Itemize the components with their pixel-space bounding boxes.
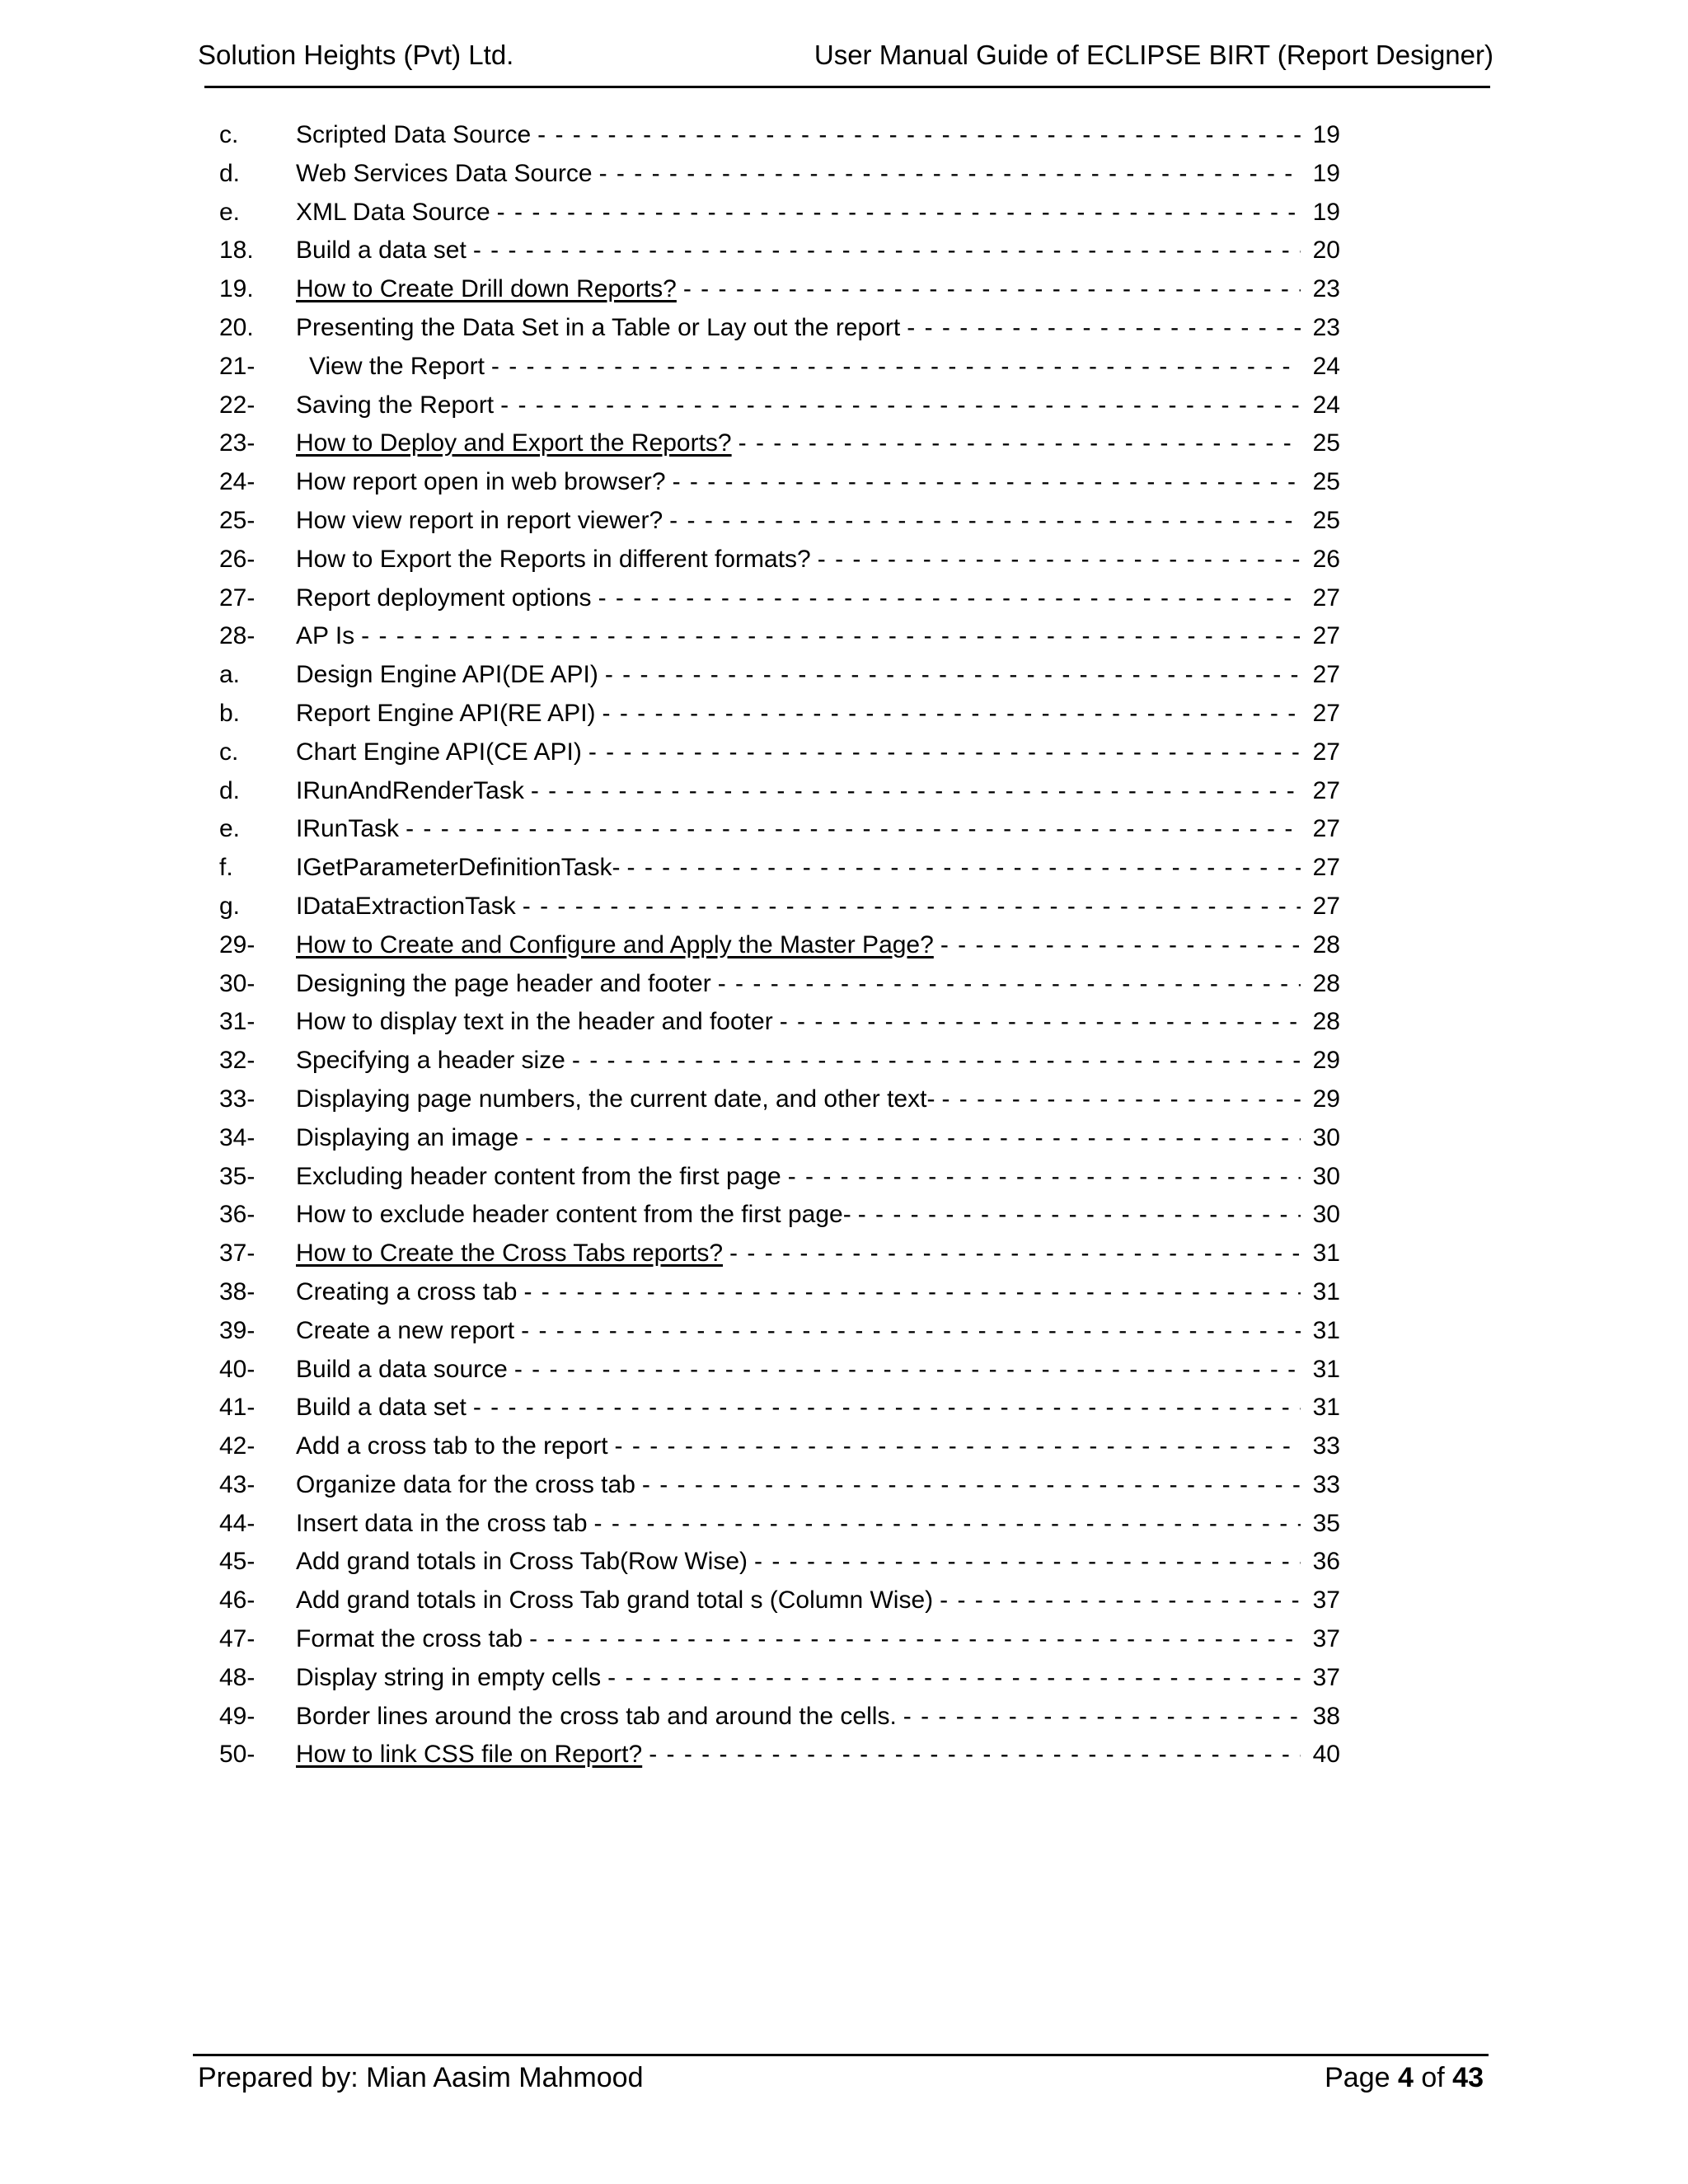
toc-leader-dashes <box>531 772 1301 810</box>
toc-entry <box>219 1351 1340 1390</box>
toc-entry-title: IDataExtractionTask <box>296 892 516 920</box>
toc-entry <box>219 1427 1340 1466</box>
toc-entry-number: 33- <box>219 1085 256 1113</box>
toc-leader-dashes <box>605 656 1301 694</box>
toc-entry-page: 27 <box>1312 661 1340 689</box>
page-current: 4 <box>1397 2062 1414 2093</box>
toc-entry <box>219 463 1340 502</box>
toc-entry-line <box>296 1698 1340 1736</box>
toc-entry-line <box>296 232 1340 269</box>
toc-entry-title: Presenting the Data Set in a Table or Lay out the report <box>296 313 901 341</box>
toc-entry-page: 31 <box>1312 1355 1340 1383</box>
toc-entry-number: 41- <box>219 1394 256 1422</box>
toc-entry-number: 44- <box>219 1509 256 1537</box>
toc-entry-line <box>296 194 1340 232</box>
toc-leader-dashes <box>525 1119 1301 1157</box>
toc-entry-title: Organize data for the cross tab <box>296 1470 635 1498</box>
toc-entry-page: 29 <box>1312 1085 1340 1113</box>
toc-entry-number: 22- <box>219 391 256 419</box>
toc-entry-line <box>296 155 1340 193</box>
toc-entry-page: 23 <box>1312 275 1340 303</box>
page-label: Page <box>1325 2062 1390 2093</box>
toc-entry[interactable] <box>219 1736 1340 1774</box>
toc-entry <box>219 1389 1340 1427</box>
toc-entry-line <box>296 1042 1340 1080</box>
toc-entry-line <box>296 270 1340 308</box>
toc-entry-number: 40- <box>219 1355 256 1383</box>
toc-leader-dashes <box>500 387 1301 424</box>
toc-entry[interactable] <box>219 1235 1340 1273</box>
toc-entry-line <box>296 695 1340 733</box>
toc-entry-line <box>296 463 1340 501</box>
toc-entry-title: Border lines around the cross tab and around the cells. <box>296 1702 897 1730</box>
toc-entry-line <box>296 965 1340 1003</box>
toc-entry <box>219 1003 1340 1042</box>
toc-entry-number: 19. <box>219 275 254 303</box>
toc-entry-page: 35 <box>1312 1509 1340 1537</box>
toc-entry-line <box>296 541 1340 579</box>
toc-entry-page: 37 <box>1312 1625 1340 1653</box>
toc-entry-number: a. <box>219 661 241 689</box>
toc-entry-number: 23- <box>219 429 256 457</box>
toc-entry <box>219 116 1340 155</box>
toc-entry-number: 21- <box>219 352 256 380</box>
toc-entry-number: 49- <box>219 1702 256 1730</box>
toc-entry-title: Excluding header content from the first page <box>296 1162 781 1190</box>
toc-leader-dashes <box>537 116 1301 154</box>
toc-leader-dashes <box>718 965 1301 1003</box>
toc-entry <box>219 965 1340 1004</box>
toc-entry-line <box>296 1003 1340 1041</box>
toc-entry[interactable] <box>219 926 1340 965</box>
toc-entry-page: 29 <box>1312 1047 1340 1075</box>
toc-entry-page: 28 <box>1312 969 1340 997</box>
page-number <box>1325 2062 1484 2094</box>
toc-entry-title: Insert data in the cross tab <box>296 1509 588 1537</box>
toc-entry-page: 25 <box>1312 429 1340 457</box>
toc-leader-dashes <box>473 1389 1301 1427</box>
page-of: of <box>1421 2062 1445 2093</box>
toc-entry-title: How to display text in the header and footer <box>296 1008 773 1036</box>
toc-leader-dashes <box>940 1582 1301 1619</box>
toc-entry-title: Creating a cross tab <box>296 1277 518 1305</box>
toc-entry-page: 25 <box>1312 506 1340 534</box>
toc-entry <box>219 849 1340 888</box>
toc-entry-page: 30 <box>1312 1162 1340 1190</box>
toc-leader-dashes <box>607 1659 1301 1697</box>
toc-entry-line <box>296 1273 1340 1311</box>
toc-leader-dashes <box>818 541 1301 579</box>
toc-entry-number: 36- <box>219 1201 256 1229</box>
toc-entry-title: AP Is <box>296 622 355 650</box>
toc-entry-page: 19 <box>1312 121 1340 148</box>
toc-entry-title: View the Report <box>309 352 485 380</box>
toc-entry-line <box>296 424 1340 462</box>
toc-entry-title: Scripted Data Source <box>296 121 532 148</box>
toc-entry-line <box>296 810 1340 848</box>
toc-entry <box>219 1273 1340 1312</box>
toc-entry <box>219 1158 1340 1197</box>
toc-entry-title: IRunTask <box>296 815 400 843</box>
toc-entry-title: How to exclude header content from the first page- <box>296 1201 851 1229</box>
toc-leader-dashes <box>572 1042 1301 1080</box>
toc-leader-dashes <box>603 695 1301 733</box>
toc-leader-dashes <box>514 1351 1301 1389</box>
toc-leader-dashes <box>642 1466 1301 1504</box>
toc-entry-number: 28- <box>219 622 256 650</box>
toc-leader-dashes <box>406 810 1301 848</box>
toc-entry <box>219 194 1340 232</box>
toc-entry <box>219 810 1340 849</box>
toc-entry-number: c. <box>219 121 239 148</box>
toc-leader-dashes <box>599 155 1301 193</box>
toc-entry-page: 28 <box>1312 930 1340 958</box>
toc-entry-page: 38 <box>1312 1702 1340 1730</box>
toc-entry-number: 37- <box>219 1240 256 1268</box>
toc-entry-page: 19 <box>1312 159 1340 187</box>
toc-leader-dashes <box>907 309 1301 347</box>
toc-entry-number: 31- <box>219 1008 256 1036</box>
toc-entry-link[interactable]: How to Create the Cross Tabs reports? <box>296 1240 724 1268</box>
toc-entry <box>219 387 1340 425</box>
toc-entry-page: 37 <box>1312 1663 1340 1691</box>
toc-entry-page: 24 <box>1312 391 1340 419</box>
toc-entry <box>219 888 1340 926</box>
toc-entry-line <box>296 772 1340 810</box>
toc-entry-title: Build a data set <box>296 237 467 265</box>
toc-entry-page: 27 <box>1312 815 1340 843</box>
toc-entry-line <box>296 656 1340 694</box>
footer-divider <box>193 2054 1489 2056</box>
toc-entry <box>219 579 1340 618</box>
toc-entry-title: Add grand totals in Cross Tab grand total s (Column Wise) <box>296 1586 934 1615</box>
company-name: Solution Heights (Pvt) Ltd. <box>198 40 514 70</box>
toc-leader-dashes <box>780 1003 1301 1041</box>
toc-entry-page: 40 <box>1312 1741 1340 1769</box>
toc-entry-page: 31 <box>1312 1240 1340 1268</box>
toc-entry-number: 26- <box>219 545 256 573</box>
toc-entry-line <box>296 1235 1340 1272</box>
toc-entry-line <box>296 348 1340 386</box>
toc-entry-page: 33 <box>1312 1432 1340 1460</box>
toc-entry-number: 42- <box>219 1432 256 1460</box>
toc-entry <box>219 733 1340 772</box>
toc-entry-page: 27 <box>1312 854 1340 882</box>
toc-entry-line <box>296 1196 1340 1234</box>
toc-entry-number: d. <box>219 776 241 804</box>
toc-entry-title: Build a data set <box>296 1394 467 1422</box>
toc-entry-title: Chart Engine API(CE API) <box>296 738 582 766</box>
toc-entry-number: d. <box>219 159 241 187</box>
toc-leader-dashes <box>940 926 1301 964</box>
toc-entry-link[interactable]: How to Create Drill down Reports? <box>296 275 677 303</box>
toc-entry-title: Displaying an image <box>296 1123 519 1151</box>
toc-entry-number: 20. <box>219 313 254 341</box>
toc-leader-dashes <box>523 1273 1301 1311</box>
toc-entry-line <box>296 1466 1340 1504</box>
toc-entry-number: 30- <box>219 969 256 997</box>
toc-entry <box>219 1543 1340 1582</box>
toc-entry-page: 20 <box>1312 237 1340 265</box>
toc-entry-page: 23 <box>1312 313 1340 341</box>
toc-entry-number: 46- <box>219 1586 256 1615</box>
toc-entry <box>219 1080 1340 1119</box>
toc-entry-line <box>296 1659 1340 1697</box>
toc-leader-dashes <box>497 194 1301 232</box>
toc-leader-dashes <box>788 1158 1301 1196</box>
toc-entry-page: 28 <box>1312 1008 1340 1036</box>
toc-entry-number: 25- <box>219 506 256 534</box>
toc-leader-dashes <box>683 270 1301 308</box>
toc-entry-number: f. <box>219 854 233 882</box>
toc-entry-number: g. <box>219 892 241 920</box>
toc-entry-page: 27 <box>1312 622 1340 650</box>
toc-entry-page: 27 <box>1312 583 1340 612</box>
toc-entry-number: 43- <box>219 1470 256 1498</box>
toc-entry-number: 34- <box>219 1123 256 1151</box>
toc-entry-line <box>296 1080 1340 1118</box>
toc-entry-line <box>296 617 1340 655</box>
toc-entry-number: 47- <box>219 1625 256 1653</box>
toc-entry-line <box>296 1736 1340 1774</box>
toc-entry-page: 27 <box>1312 776 1340 804</box>
toc-entry-number: 39- <box>219 1316 256 1344</box>
toc-entry <box>219 541 1340 579</box>
toc-leader-dashes <box>738 424 1301 462</box>
toc-entry-title: Format the cross tab <box>296 1625 523 1653</box>
toc-entry-number: 29- <box>219 930 256 958</box>
toc-entry-link[interactable]: How to Create and Configure and Apply the Master Page? <box>296 930 934 958</box>
toc-entry <box>219 1698 1340 1736</box>
toc-entry-title: IGetParameterDefinitionTask- <box>296 854 621 882</box>
toc-entry-line <box>296 888 1340 926</box>
toc-leader-dashes <box>858 1196 1301 1234</box>
toc-entry-title: Create a new report <box>296 1316 515 1344</box>
toc-entry-page: 33 <box>1312 1470 1340 1498</box>
toc-entry-line <box>296 1543 1340 1581</box>
page-total: 43 <box>1452 2062 1484 2093</box>
toc-entry-title: How report open in web browser? <box>296 468 666 496</box>
header-divider <box>204 86 1490 88</box>
toc-entry-page: 31 <box>1312 1277 1340 1305</box>
toc-entry-number: 38- <box>219 1277 256 1305</box>
toc-entry-title: Specifying a header size <box>296 1047 565 1075</box>
toc-entry-title: How view report in report viewer? <box>296 506 663 534</box>
toc-entry-line <box>296 387 1340 424</box>
toc-entry <box>219 772 1340 811</box>
toc-entry-number: 45- <box>219 1548 256 1576</box>
toc-leader-dashes <box>598 579 1301 617</box>
toc-leader-dashes <box>521 1312 1301 1350</box>
table-of-contents <box>219 116 1340 1774</box>
toc-entry-page: 24 <box>1312 352 1340 380</box>
toc-entry <box>219 1196 1340 1235</box>
toc-entry-number: e. <box>219 198 241 226</box>
toc-entry <box>219 502 1340 541</box>
toc-entry-line <box>296 849 1340 887</box>
toc-entry <box>219 309 1340 348</box>
toc-entry-title: How to Export the Reports in different formats? <box>296 545 811 573</box>
toc-entry <box>219 1659 1340 1698</box>
toc-entry-page: 27 <box>1312 699 1340 727</box>
toc-entry-line <box>296 1158 1340 1196</box>
toc-entry-number: 27- <box>219 583 256 612</box>
toc-leader-dashes <box>594 1505 1301 1543</box>
toc-entry-title: Displaying page numbers, the current date, and other text- <box>296 1085 935 1113</box>
toc-entry-page: 31 <box>1312 1316 1340 1344</box>
toc-entry-line <box>296 1312 1340 1350</box>
toc-leader-dashes <box>523 888 1301 926</box>
toc-entry-page: 30 <box>1312 1123 1340 1151</box>
toc-entry <box>219 1582 1340 1620</box>
toc-entry-number: c. <box>219 738 239 766</box>
toc-entry <box>219 232 1340 270</box>
toc-entry-title: Report Engine API(RE API) <box>296 699 596 727</box>
page-header <box>198 40 1493 79</box>
prepared-by: Prepared by: Mian Aasim Mahmood <box>198 2062 644 2093</box>
toc-entry <box>219 1042 1340 1080</box>
toc-entry <box>219 656 1340 695</box>
toc-entry-line <box>296 502 1340 540</box>
toc-leader-dashes <box>903 1698 1301 1736</box>
toc-entry-title: XML Data Source <box>296 198 490 226</box>
toc-entry-page: 31 <box>1312 1394 1340 1422</box>
toc-entry-title: Design Engine API(DE API) <box>296 661 598 689</box>
toc-entry-line <box>296 579 1340 617</box>
toc-entry-title: Display string in empty cells <box>296 1663 602 1691</box>
toc-leader-dashes <box>729 1235 1301 1272</box>
toc-entry-number: 50- <box>219 1741 256 1769</box>
toc-entry-number: e. <box>219 815 241 843</box>
toc-entry-line <box>296 309 1340 347</box>
toc-leader-dashes <box>361 617 1301 655</box>
toc-entry-title: Web Services Data Source <box>296 159 593 187</box>
toc-leader-dashes <box>529 1620 1301 1658</box>
toc-leader-dashes <box>754 1543 1301 1581</box>
document-title: User Manual Guide of ECLIPSE BIRT (Report Designer) <box>814 40 1493 70</box>
toc-entry-title: Add a cross tab to the report <box>296 1432 608 1460</box>
toc-entry <box>219 1505 1340 1544</box>
toc-entry-title: Add grand totals in Cross Tab(Row Wise) <box>296 1548 748 1576</box>
toc-entry-link[interactable]: How to link CSS file on Report? <box>296 1741 643 1769</box>
toc-entry <box>219 695 1340 733</box>
toc-entry-line <box>296 926 1340 964</box>
toc-entry-line <box>296 1582 1340 1619</box>
toc-entry-page: 27 <box>1312 738 1340 766</box>
toc-entry-number: 48- <box>219 1663 256 1691</box>
toc-entry <box>219 1119 1340 1158</box>
toc-entry-page: 27 <box>1312 892 1340 920</box>
toc-leader-dashes <box>615 1427 1301 1465</box>
toc-entry <box>219 155 1340 194</box>
toc-entry-page: 25 <box>1312 468 1340 496</box>
toc-entry-page: 37 <box>1312 1586 1340 1615</box>
toc-entry-number: b. <box>219 699 241 727</box>
toc-entry-number: 18. <box>219 237 254 265</box>
toc-entry <box>219 617 1340 656</box>
toc-leader-dashes <box>627 849 1301 887</box>
toc-entry-title: IRunAndRenderTask <box>296 776 524 804</box>
toc-entry-title: Designing the page header and footer <box>296 969 711 997</box>
toc-entry-number: 32- <box>219 1047 256 1075</box>
toc-entry-line <box>296 116 1340 154</box>
toc-entry-page: 36 <box>1312 1548 1340 1576</box>
toc-entry-line <box>296 1119 1340 1157</box>
toc-entry <box>219 1466 1340 1505</box>
toc-entry[interactable] <box>219 424 1340 463</box>
toc-entry-link[interactable]: How to Deploy and Export the Reports? <box>296 429 732 457</box>
toc-leader-dashes <box>941 1080 1301 1118</box>
toc-entry-number: 35- <box>219 1162 256 1190</box>
toc-entry-line <box>296 1505 1340 1543</box>
toc-entry-page: 30 <box>1312 1201 1340 1229</box>
toc-entry <box>219 1312 1340 1351</box>
toc-entry-page: 19 <box>1312 198 1340 226</box>
toc-entry-line <box>296 1351 1340 1389</box>
toc-leader-dashes <box>673 463 1301 501</box>
toc-entry-page: 26 <box>1312 545 1340 573</box>
toc-entry[interactable] <box>219 270 1340 309</box>
toc-entry-number: 24- <box>219 468 256 496</box>
toc-leader-dashes <box>649 1736 1301 1774</box>
toc-leader-dashes <box>588 733 1301 771</box>
page-footer <box>198 2062 1484 2102</box>
toc-entry-line <box>296 1389 1340 1427</box>
toc-entry <box>219 1620 1340 1659</box>
toc-leader-dashes <box>669 502 1301 540</box>
toc-entry <box>219 348 1340 387</box>
toc-entry-title: Build a data source <box>296 1355 508 1383</box>
toc-entry-line <box>296 1620 1340 1658</box>
toc-leader-dashes <box>473 232 1301 269</box>
toc-entry-line <box>296 1427 1340 1465</box>
toc-leader-dashes <box>491 348 1301 386</box>
toc-entry-title: Saving the Report <box>296 391 495 419</box>
toc-entry-line <box>296 733 1340 771</box>
toc-entry-title: Report deployment options <box>296 583 592 612</box>
